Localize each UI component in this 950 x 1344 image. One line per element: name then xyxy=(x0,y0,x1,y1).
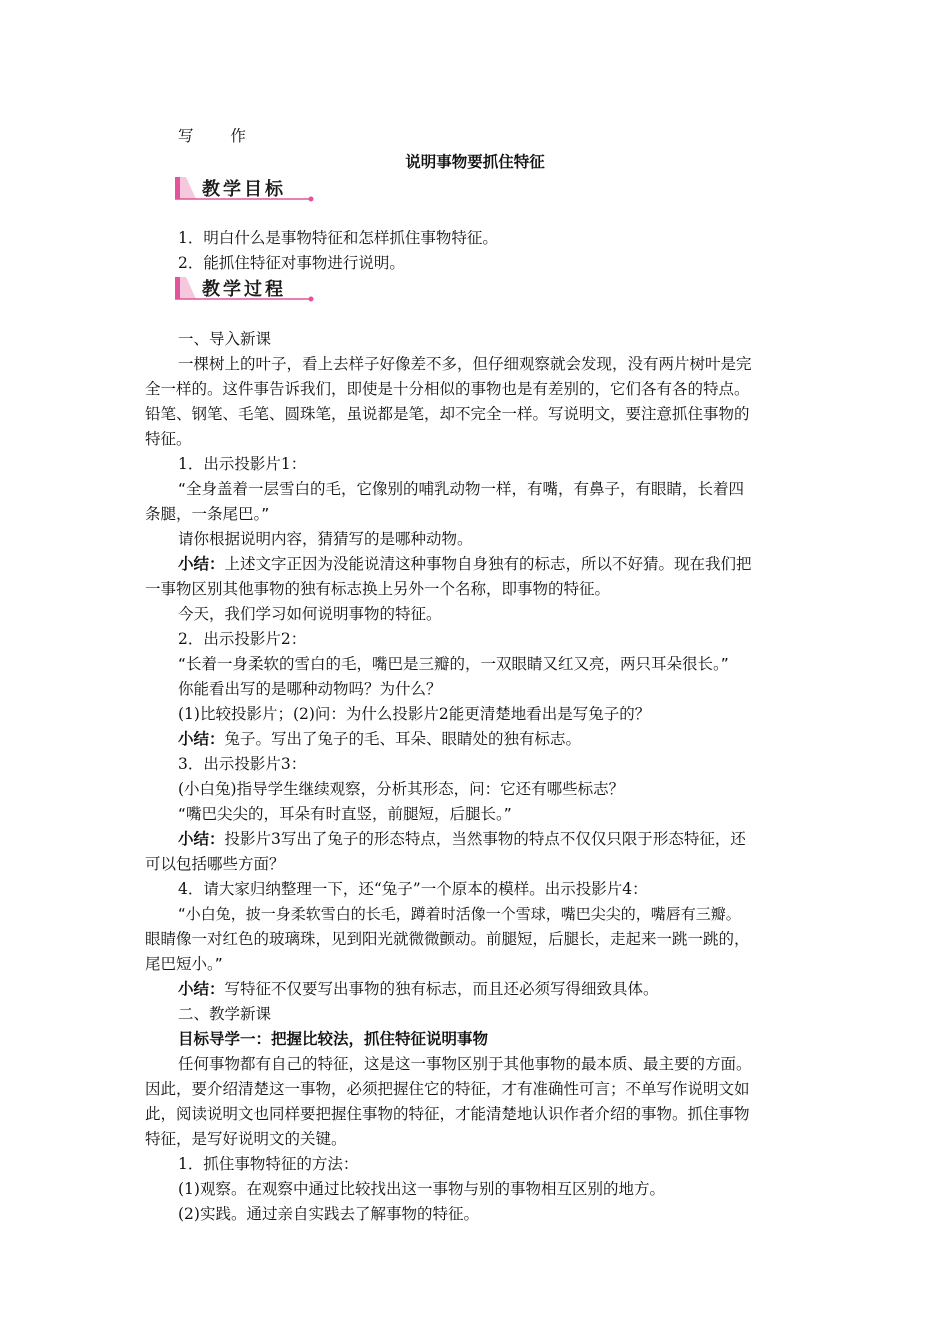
paragraph-line: 你能看出写的是哪种动物吗？为什么？ xyxy=(178,680,442,698)
heading-intro: 一、导入新课 xyxy=(178,330,272,348)
paragraph-line: 因此，要介绍清楚这一事物，必须把握住它的特征，才有准确性可言；不单写作说明文如 xyxy=(145,1080,750,1098)
paragraph-line: 任何事物都有自己的特征，这是这一事物区别于其他事物的最本质、最主要的方面。 xyxy=(178,1055,752,1073)
quote-line: 尾巴短小。” xyxy=(145,955,223,973)
quote-line: “小白兔，披一身柔软雪白的长毛，蹲着时活像一个雪球，嘴巴尖尖的，嘴唇有三瓣。 xyxy=(178,905,741,923)
paragraph-line: (1)观察。在观察中通过比较找出这一事物与别的事物相互区别的地方。 xyxy=(178,1180,665,1198)
summary-text: 投影片3写出了兔子的形态特点，当然事物的特点不仅仅只限于形态特征，还 xyxy=(224,830,746,848)
paragraph-line: 3．出示投影片3： xyxy=(178,755,307,773)
quote-line: “长着一身柔软的雪白的毛，嘴巴是三瓣的，一双眼睛又红又亮，两只耳朵很长。” xyxy=(178,655,729,673)
quote-line: 条腿，一条尾巴。” xyxy=(145,505,270,523)
summary-label: 小结： xyxy=(178,730,225,748)
summary-label: 小结： xyxy=(178,830,225,848)
paragraph-line: 今天，我们学习如何说明事物的特征。 xyxy=(178,605,442,623)
paragraph-line: 1．出示投影片1： xyxy=(178,455,307,473)
summary-text: 兔子。写出了兔子的毛、耳朵、眼睛处的独有标志。 xyxy=(224,730,582,748)
paragraph-line: 特征，是写好说明文的关键。 xyxy=(145,1130,347,1148)
paragraph-line: 一棵树上的叶子，看上去样子好像差不多，但仔细观察就会发现，没有两片树叶是完 xyxy=(178,355,752,373)
section-heading: 目标导学一：把握比较法，抓住特征说明事物 xyxy=(178,1030,489,1048)
heading-new-lesson: 二、教学新课 xyxy=(178,1005,272,1023)
section-label: 写 作 xyxy=(178,127,262,145)
goal-2: 2．能抓住特征对事物进行说明。 xyxy=(178,254,405,272)
paragraph-line: 2．出示投影片2： xyxy=(178,630,307,648)
paragraph-line: 特征。 xyxy=(145,430,192,448)
paragraph-line: (1)比较投影片；(2)问：为什么投影片2能更清楚地看出是写兔子的？ xyxy=(178,705,651,723)
paragraph-line: 此，阅读说明文也同样要把握住事物的特征，才能清楚地认识作者介绍的事物。抓住事物 xyxy=(145,1105,750,1123)
summary-line xyxy=(178,552,810,577)
paragraph-line: 铅笔、钢笔、毛笔、圆珠笔，虽说都是笔，却不完全一样。写说明文，要注意抓住事物的 xyxy=(145,405,750,423)
summary-label: 小结： xyxy=(178,555,225,573)
paragraph-line: 全一样的。这件事告诉我们，即使是十分相似的事物也是有差别的，它们各有各的特点。 xyxy=(145,380,750,398)
banner-goals-text: 教学目标 xyxy=(202,179,286,200)
paragraph-line: (小白兔)指导学生继续观察，分析其形态，问：它还有哪些标志？ xyxy=(178,780,625,798)
summary-text: 上述文字正因为没能说清这种事物自身独有的标志，所以不好猜。现在我们把 xyxy=(224,555,752,573)
summary-line xyxy=(178,977,810,1002)
banner-goals xyxy=(172,173,317,203)
summary-line xyxy=(178,727,810,752)
summary-text: 写特征不仅要写出事物的独有标志，而且还必须写得细致具体。 xyxy=(224,980,659,998)
quote-line: 眼睛像一对红色的玻璃珠，见到阳光就微微颤动。前腿短，后腿长，走起来一跳一跳的， xyxy=(145,930,750,948)
paragraph-line: 4．请大家归纳整理一下，还“兔子”一个原本的模样。出示投影片4： xyxy=(178,880,648,898)
summary-line xyxy=(178,827,810,852)
paragraph-line: 1．抓住事物特征的方法： xyxy=(178,1155,359,1173)
quote-line: “嘴巴尖尖的，耳朵有时直竖，前腿短，后腿长。” xyxy=(178,805,512,823)
quote-line: “全身盖着一层雪白的毛，它像别的哺乳动物一样，有嘴，有鼻子，有眼睛，长着四 xyxy=(178,480,745,498)
paragraph-line: 请你根据说明内容，猜猜写的是哪种动物。 xyxy=(178,530,473,548)
goal-1: 1．明白什么是事物特征和怎样抓住事物特征。 xyxy=(178,229,498,247)
paragraph-line: 可以包括哪些方面？ xyxy=(145,855,285,873)
banner-process xyxy=(172,273,317,303)
paragraph-line: 一事物区别其他事物的独有标志换上另外一个名称，即事物的特征。 xyxy=(145,580,611,598)
summary-label: 小结： xyxy=(178,980,225,998)
page-title: 说明事物要抓住特征 xyxy=(405,153,545,171)
paragraph-line: (2)实践。通过亲自实践去了解事物的特征。 xyxy=(178,1205,479,1223)
banner-process-text: 教学过程 xyxy=(202,279,286,300)
